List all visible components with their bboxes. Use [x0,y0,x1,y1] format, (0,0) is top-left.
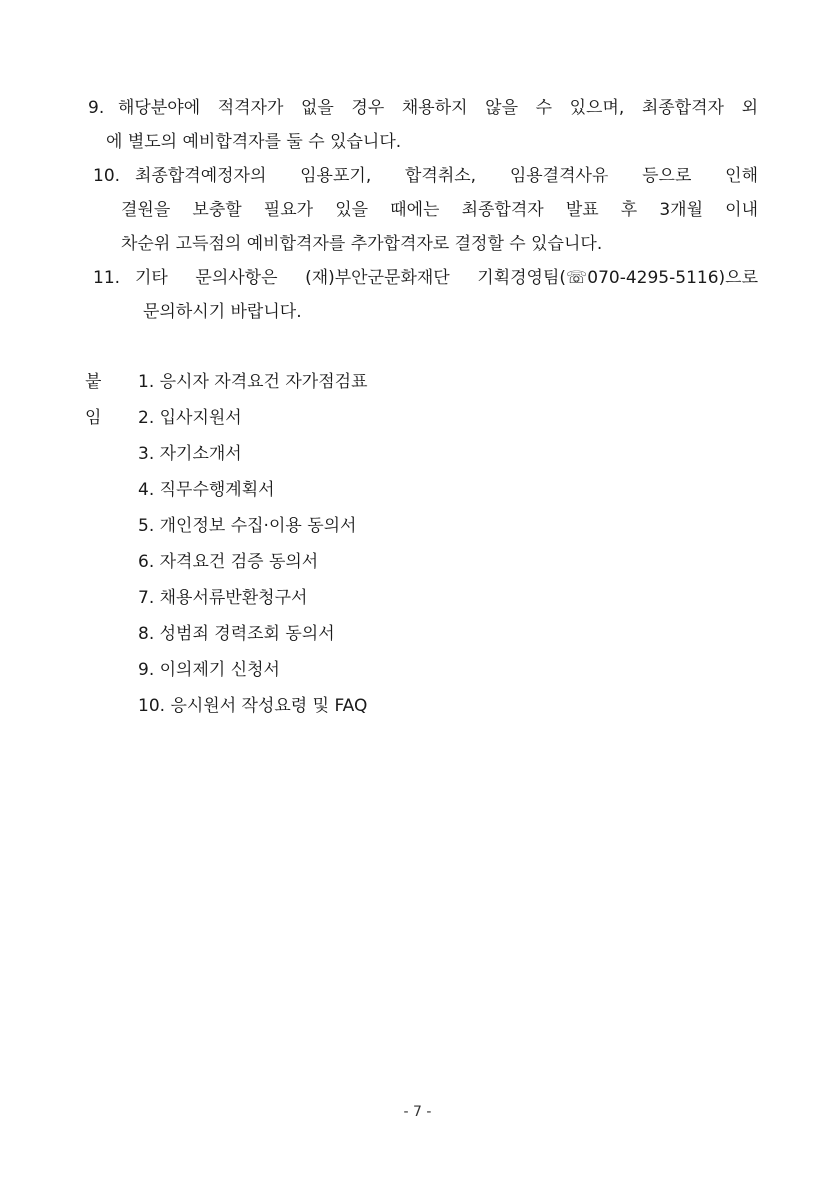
attachment-item: 4. 직무수행계획서 [138,480,275,500]
attachment-item: 9. 이의제기 신청서 [138,660,280,680]
notice-item-number: 10. [93,166,121,186]
attachment-item: 3. 자기소개서 [138,444,242,464]
notice-item-line: 문의하시기 바랍니다. [143,302,302,322]
attachment-item: 8. 성범죄 경력조회 동의서 [138,624,335,644]
notice-item-number: 11. [93,268,121,288]
notice-item-9 [88,91,758,159]
notice-item-11 [93,261,758,329]
notice-item-line: 최종합격예정자의 임용포기, 합격취소, 임용결격사유 등으로 인해 [135,166,758,186]
notice-item-line: 해당분야에 적격자가 없을 경우 채용하지 않을 수 있으며, 최종합격자 외 [118,98,758,118]
notice-list [88,91,758,329]
notice-item-line: 에 별도의 예비합격자를 둘 수 있습니다. [106,132,402,152]
page-number: - 7 - [403,1104,432,1120]
attachment-item: 5. 개인정보 수집·이용 동의서 [138,516,357,536]
notice-item-number: 9. [88,98,105,118]
notice-item-line: 차순위 고득점의 예비합격자를 추가합격자로 결정할 수 있습니다. [121,234,603,254]
notice-item-line: 기타 문의사항은 (재)부안군문화재단 기획경영팀(☏070-4295-5116)으로 [135,268,758,288]
notice-item-10 [93,159,758,261]
attachments-list [138,364,538,724]
attachment-item: 1. 응시자 자격요건 자가점검표 [138,372,368,392]
attachment-item: 6. 자격요건 검증 동의서 [138,552,319,572]
attachments-label: 붙임 [85,372,102,428]
attachment-item: 7. 채용서류반환청구서 [138,588,308,608]
notice-item-line: 결원을 보충할 필요가 있을 때에는 최종합격자 발표 후 3개월 이내 [121,200,758,220]
attachment-item: 2. 입사지원서 [138,408,242,428]
attachment-item: 10. 응시원서 작성요령 및 FAQ [138,696,368,716]
